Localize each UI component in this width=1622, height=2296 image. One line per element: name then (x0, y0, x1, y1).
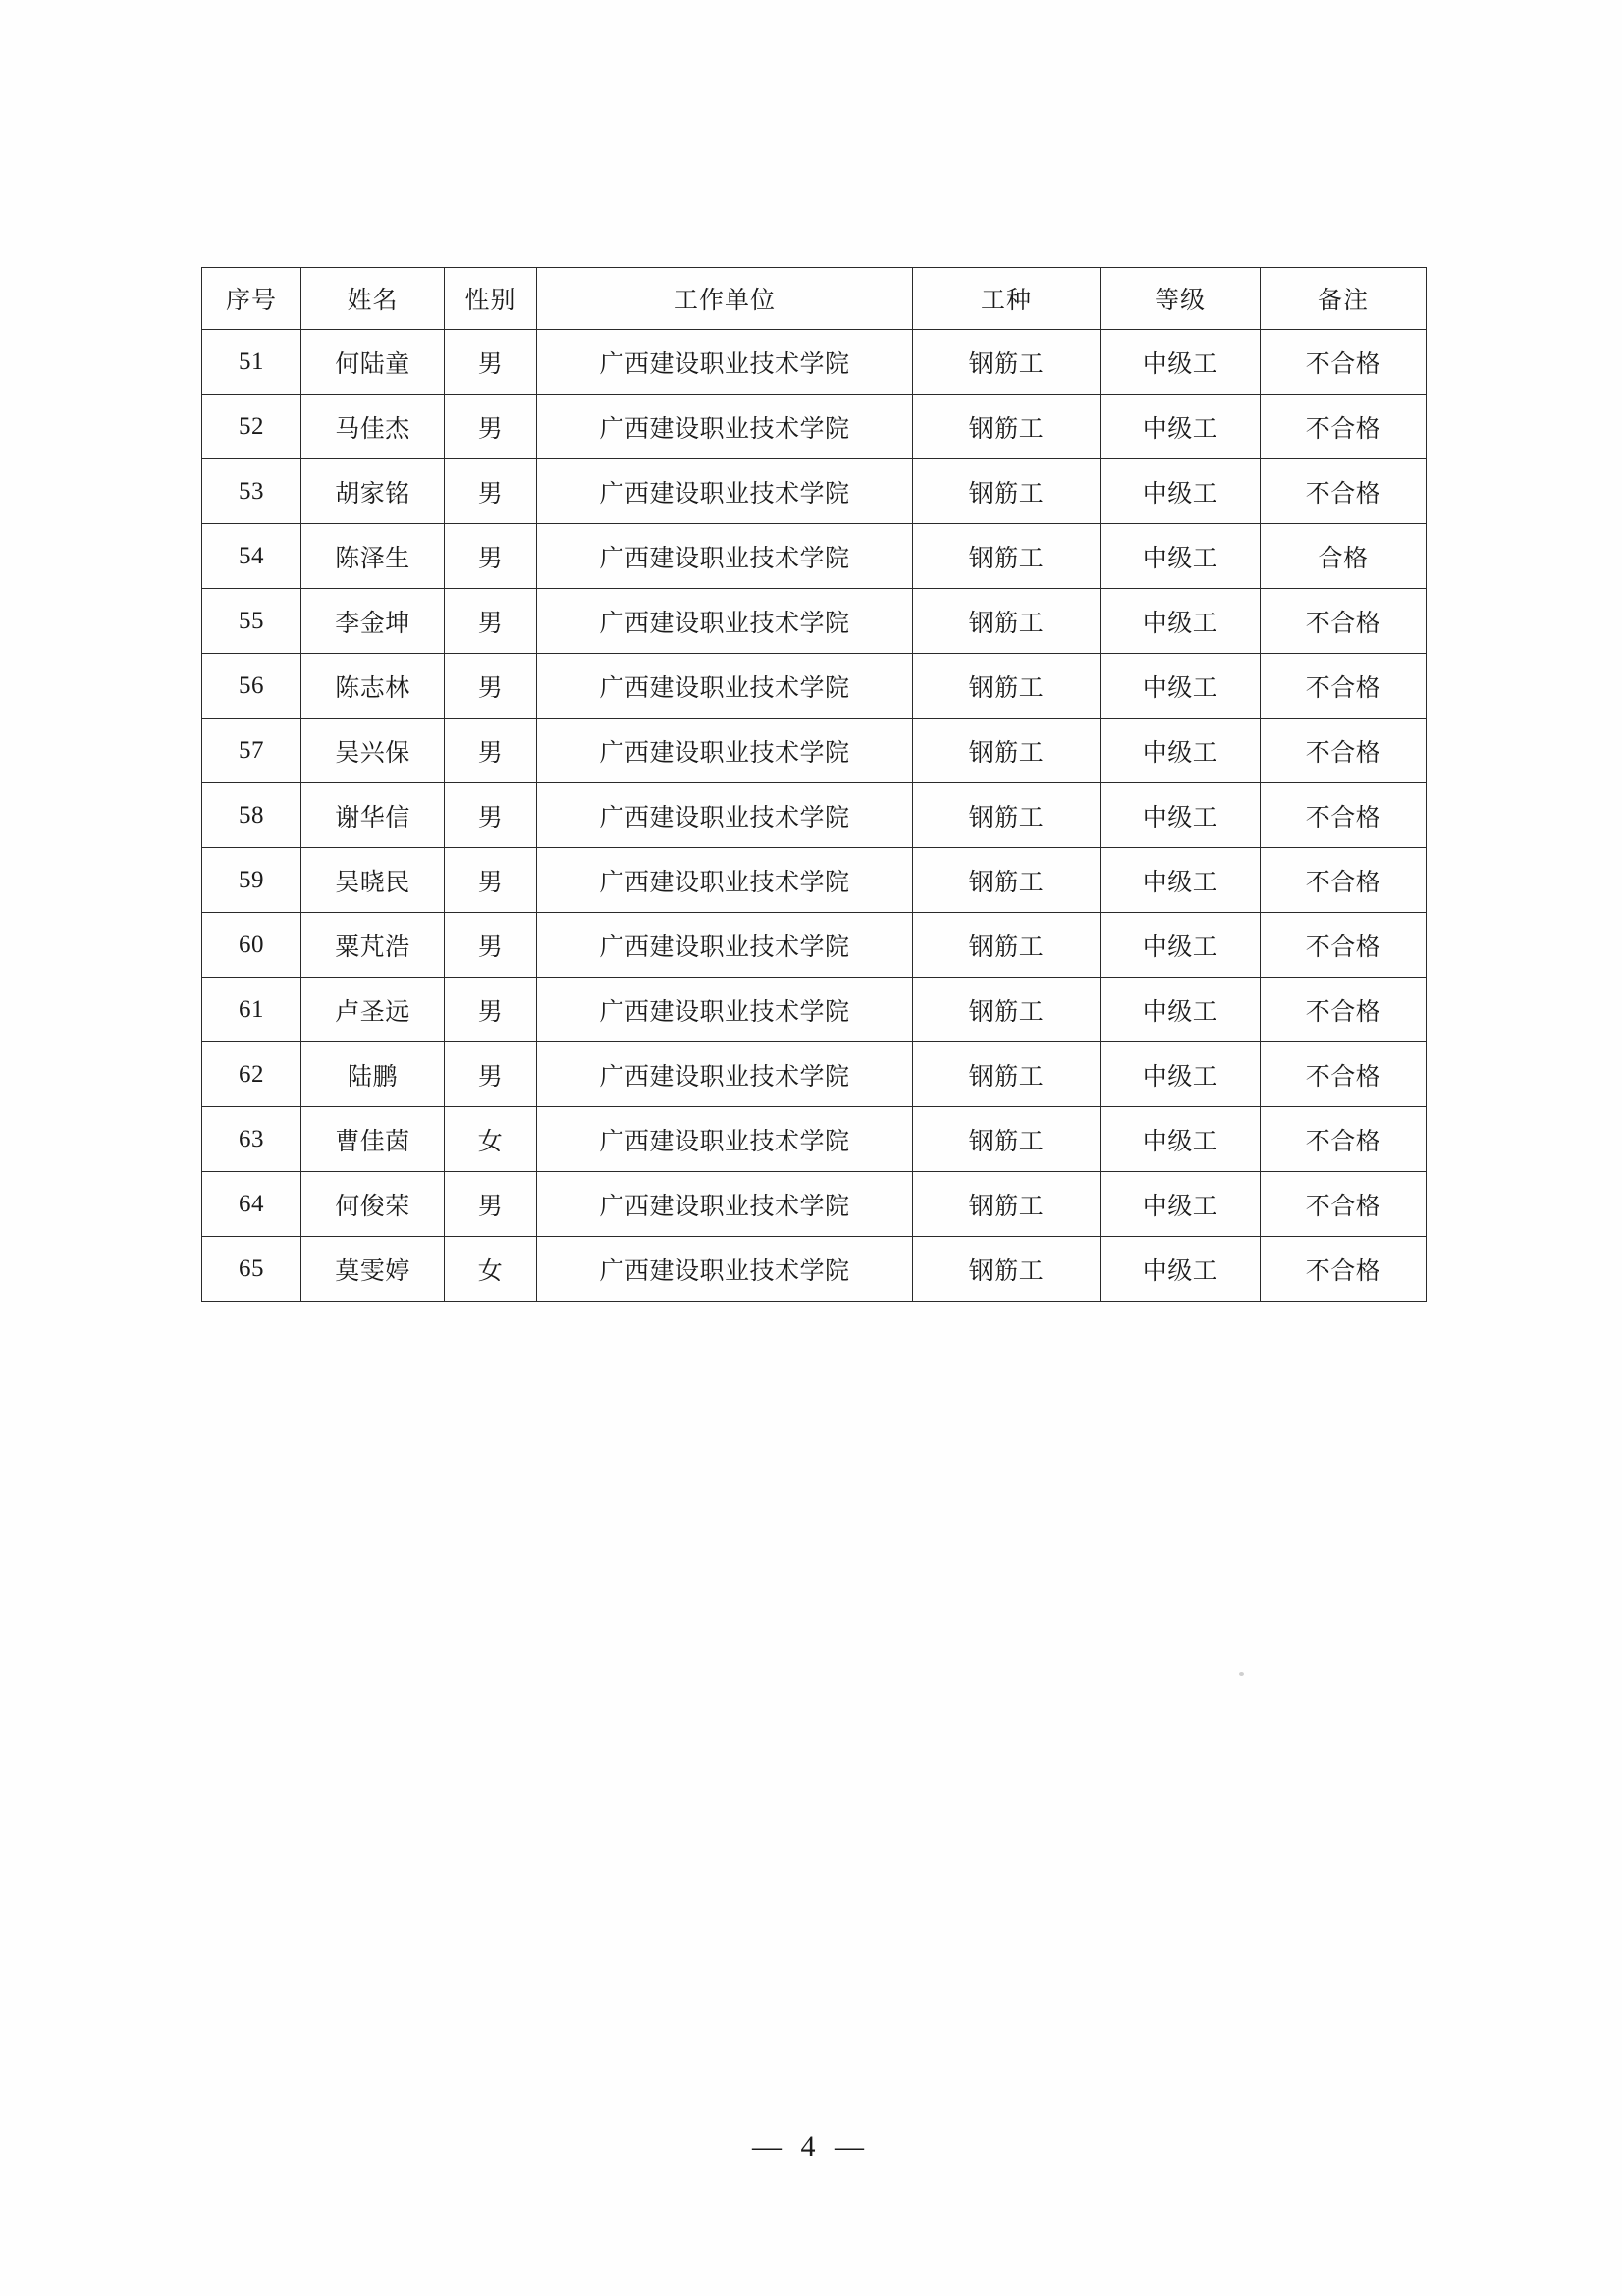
table-row (202, 1172, 1427, 1237)
table-row (202, 913, 1427, 978)
cell-job: 钢筋工 (913, 654, 1101, 719)
cell-number: 57 (202, 719, 301, 783)
cell-job: 钢筋工 (913, 719, 1101, 783)
cell-remark: 不合格 (1261, 978, 1427, 1042)
cell-unit: 广西建设职业技术学院 (537, 783, 913, 848)
cell-level: 中级工 (1101, 1172, 1261, 1237)
cell-level: 中级工 (1101, 654, 1261, 719)
cell-unit: 广西建设职业技术学院 (537, 589, 913, 654)
cell-gender: 男 (445, 719, 537, 783)
cell-job: 钢筋工 (913, 1172, 1101, 1237)
cell-gender: 男 (445, 1172, 537, 1237)
cell-name: 何俊荣 (301, 1172, 445, 1237)
cell-level: 中级工 (1101, 1237, 1261, 1302)
table-row (202, 524, 1427, 589)
cell-job: 钢筋工 (913, 524, 1101, 589)
cell-unit: 广西建设职业技术学院 (537, 1042, 913, 1107)
cell-job: 钢筋工 (913, 589, 1101, 654)
cell-level: 中级工 (1101, 848, 1261, 913)
cell-name: 卢圣远 (301, 978, 445, 1042)
table-row (202, 1237, 1427, 1302)
cell-level: 中级工 (1101, 1107, 1261, 1172)
cell-name: 吴晓民 (301, 848, 445, 913)
cell-unit: 广西建设职业技术学院 (537, 978, 913, 1042)
cell-level: 中级工 (1101, 589, 1261, 654)
cell-level: 中级工 (1101, 330, 1261, 395)
cell-job: 钢筋工 (913, 459, 1101, 524)
cell-job: 钢筋工 (913, 1237, 1101, 1302)
cell-level: 中级工 (1101, 913, 1261, 978)
column-header-number: 序号 (202, 268, 301, 330)
cell-unit: 广西建设职业技术学院 (537, 848, 913, 913)
table-header (202, 268, 1427, 330)
cell-level: 中级工 (1101, 395, 1261, 459)
cell-number: 63 (202, 1107, 301, 1172)
cell-number: 65 (202, 1237, 301, 1302)
table-row (202, 589, 1427, 654)
cell-name: 陆鹏 (301, 1042, 445, 1107)
cell-gender: 男 (445, 978, 537, 1042)
column-header-remark: 备注 (1261, 268, 1427, 330)
cell-name: 莫雯婷 (301, 1237, 445, 1302)
table-row (202, 719, 1427, 783)
cell-job: 钢筋工 (913, 395, 1101, 459)
cell-number: 60 (202, 913, 301, 978)
table-body (202, 330, 1427, 1302)
cell-number: 52 (202, 395, 301, 459)
cell-name: 粟芃浩 (301, 913, 445, 978)
cell-gender: 男 (445, 395, 537, 459)
cell-name: 陈志林 (301, 654, 445, 719)
cell-name: 何陆童 (301, 330, 445, 395)
table-row (202, 1107, 1427, 1172)
cell-name: 陈泽生 (301, 524, 445, 589)
cell-job: 钢筋工 (913, 783, 1101, 848)
cell-remark: 不合格 (1261, 1107, 1427, 1172)
cell-unit: 广西建设职业技术学院 (537, 1172, 913, 1237)
cell-number: 58 (202, 783, 301, 848)
cell-unit: 广西建设职业技术学院 (537, 719, 913, 783)
cell-remark: 不合格 (1261, 783, 1427, 848)
table-row (202, 395, 1427, 459)
cell-name: 马佳杰 (301, 395, 445, 459)
cell-gender: 男 (445, 913, 537, 978)
cell-gender: 男 (445, 654, 537, 719)
cell-remark: 不合格 (1261, 1042, 1427, 1107)
table-row (202, 848, 1427, 913)
cell-gender: 女 (445, 1107, 537, 1172)
cell-level: 中级工 (1101, 459, 1261, 524)
cell-name: 曹佳茵 (301, 1107, 445, 1172)
cell-remark: 不合格 (1261, 654, 1427, 719)
cell-level: 中级工 (1101, 1042, 1261, 1107)
cell-number: 53 (202, 459, 301, 524)
cell-unit: 广西建设职业技术学院 (537, 395, 913, 459)
cell-unit: 广西建设职业技术学院 (537, 330, 913, 395)
roster-table-container (201, 267, 1419, 1302)
column-header-job: 工种 (913, 268, 1101, 330)
cell-remark: 不合格 (1261, 848, 1427, 913)
cell-gender: 男 (445, 848, 537, 913)
cell-name: 胡家铭 (301, 459, 445, 524)
cell-unit: 广西建设职业技术学院 (537, 913, 913, 978)
table-row (202, 978, 1427, 1042)
cell-gender: 男 (445, 459, 537, 524)
table-row (202, 330, 1427, 395)
cell-remark: 不合格 (1261, 1172, 1427, 1237)
cell-gender: 男 (445, 1042, 537, 1107)
cell-job: 钢筋工 (913, 913, 1101, 978)
cell-number: 54 (202, 524, 301, 589)
cell-unit: 广西建设职业技术学院 (537, 1107, 913, 1172)
cell-gender: 女 (445, 1237, 537, 1302)
cell-name: 李金坤 (301, 589, 445, 654)
cell-unit: 广西建设职业技术学院 (537, 1237, 913, 1302)
cell-remark: 不合格 (1261, 719, 1427, 783)
cell-remark: 不合格 (1261, 330, 1427, 395)
cell-remark: 合格 (1261, 524, 1427, 589)
cell-number: 56 (202, 654, 301, 719)
page-number: — 4 — (752, 2130, 870, 2163)
cell-number: 55 (202, 589, 301, 654)
column-header-unit: 工作单位 (537, 268, 913, 330)
cell-gender: 男 (445, 330, 537, 395)
cell-number: 64 (202, 1172, 301, 1237)
cell-unit: 广西建设职业技术学院 (537, 524, 913, 589)
roster-table (201, 267, 1427, 1302)
cell-level: 中级工 (1101, 524, 1261, 589)
cell-level: 中级工 (1101, 719, 1261, 783)
table-row (202, 783, 1427, 848)
cell-remark: 不合格 (1261, 1237, 1427, 1302)
cell-job: 钢筋工 (913, 330, 1101, 395)
column-header-gender: 性别 (445, 268, 537, 330)
cell-job: 钢筋工 (913, 1107, 1101, 1172)
cell-number: 51 (202, 330, 301, 395)
cell-name: 吴兴保 (301, 719, 445, 783)
cell-job: 钢筋工 (913, 1042, 1101, 1107)
cell-remark: 不合格 (1261, 459, 1427, 524)
cell-remark: 不合格 (1261, 589, 1427, 654)
table-header-row (202, 268, 1427, 330)
cell-remark: 不合格 (1261, 395, 1427, 459)
table-row (202, 654, 1427, 719)
cell-number: 62 (202, 1042, 301, 1107)
cell-name: 谢华信 (301, 783, 445, 848)
table-row (202, 1042, 1427, 1107)
cell-level: 中级工 (1101, 783, 1261, 848)
cell-job: 钢筋工 (913, 848, 1101, 913)
cell-unit: 广西建设职业技术学院 (537, 459, 913, 524)
cell-remark: 不合格 (1261, 913, 1427, 978)
cell-gender: 男 (445, 524, 537, 589)
column-header-name: 姓名 (301, 268, 445, 330)
cell-gender: 男 (445, 589, 537, 654)
table-row (202, 459, 1427, 524)
cell-unit: 广西建设职业技术学院 (537, 654, 913, 719)
cell-number: 59 (202, 848, 301, 913)
paper-speck (1239, 1672, 1244, 1676)
cell-gender: 男 (445, 783, 537, 848)
cell-level: 中级工 (1101, 978, 1261, 1042)
cell-job: 钢筋工 (913, 978, 1101, 1042)
column-header-level: 等级 (1101, 268, 1261, 330)
cell-number: 61 (202, 978, 301, 1042)
